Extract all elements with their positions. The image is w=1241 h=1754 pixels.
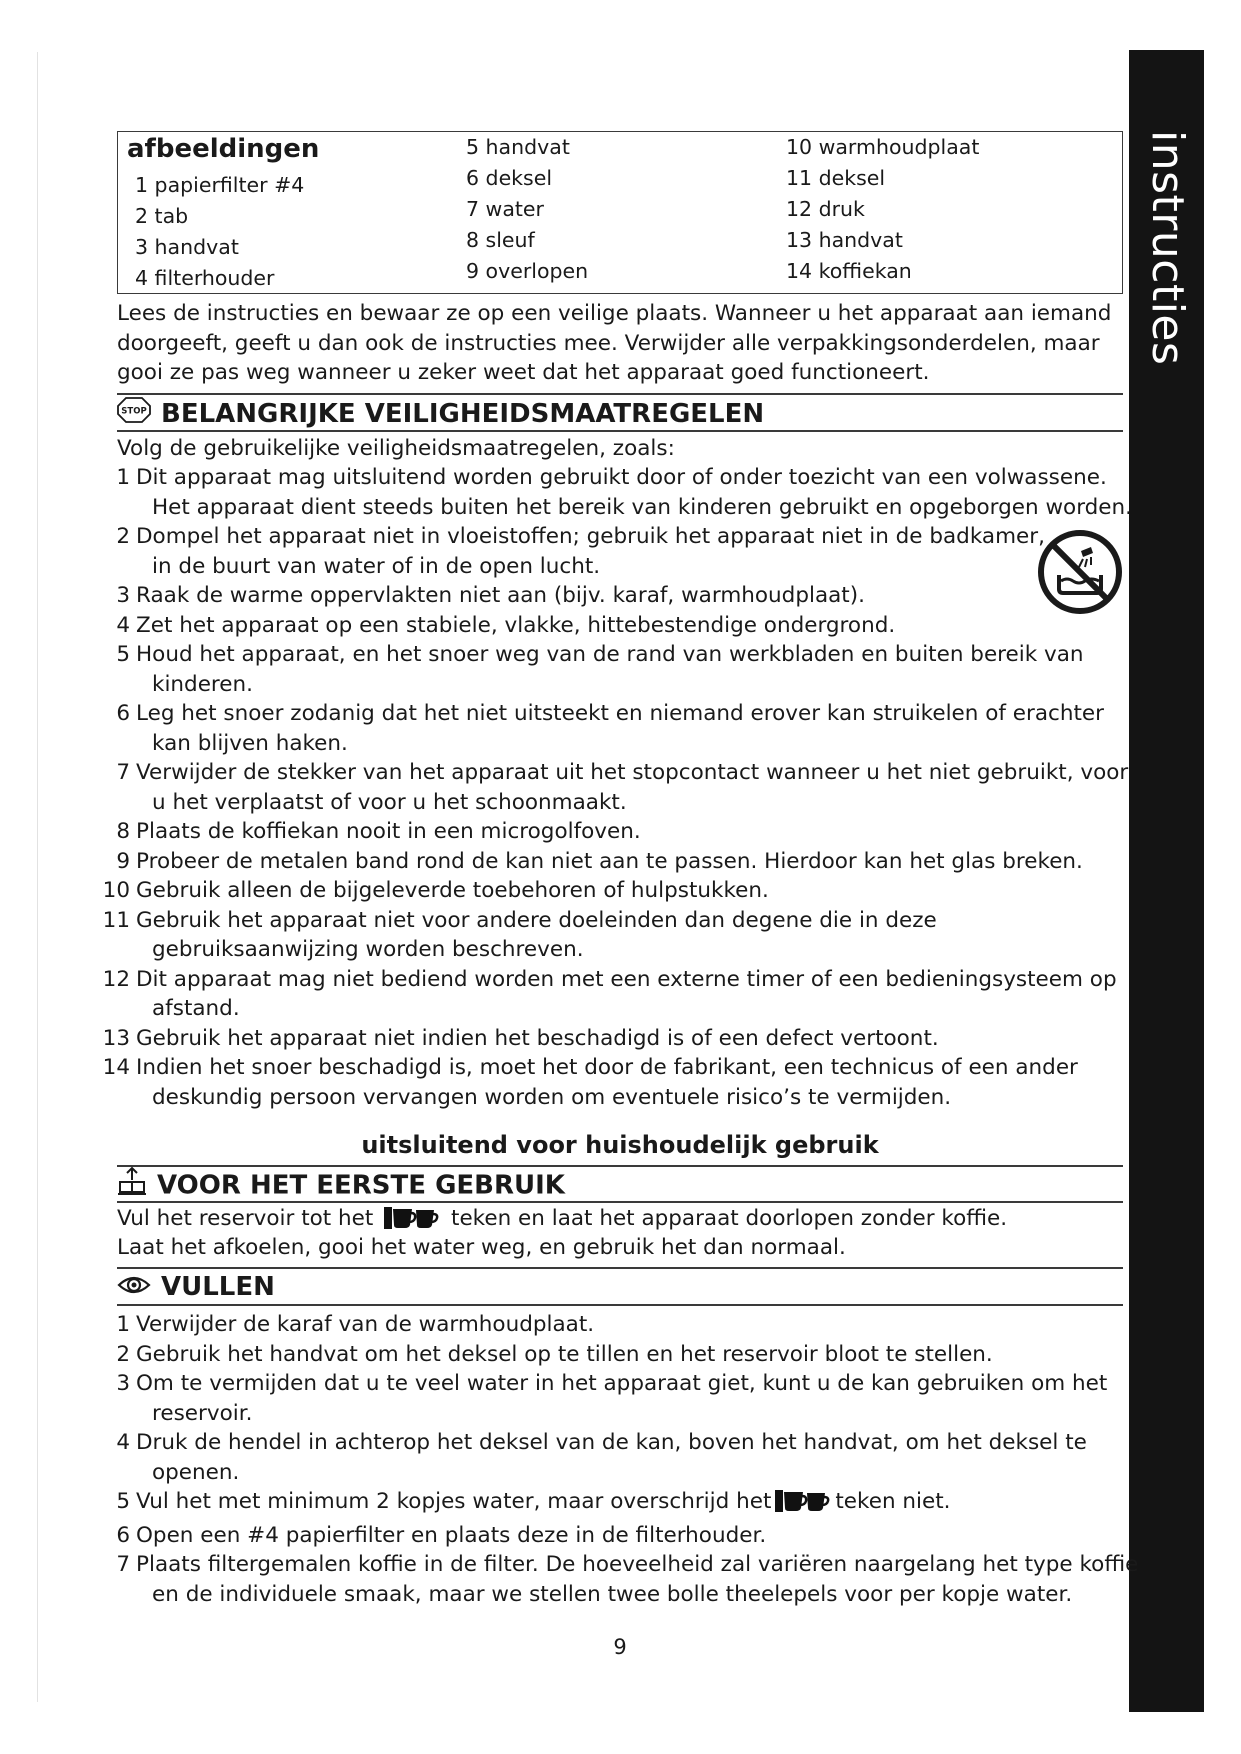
parts-column-2 <box>466 132 588 287</box>
list-item-text: Gebruik het handvat om het deksel op te tillen en het reservoir bloot te stellen. <box>136 1341 993 1367</box>
list-item-number: 2 <box>116 1341 130 1367</box>
part-item: 7 water <box>466 197 544 221</box>
list-item <box>100 758 1132 817</box>
section-rule <box>117 1201 1123 1203</box>
filling-heading <box>117 1269 275 1305</box>
list-item-text <box>136 1487 1138 1521</box>
part-item: 8 sleuf <box>466 228 535 252</box>
list-item <box>100 699 1132 758</box>
parts-title: afbeeldingen <box>127 134 320 164</box>
section-rule <box>117 393 1123 395</box>
list-item-number: 8 <box>116 819 130 844</box>
side-tab-label: instructies <box>1142 130 1193 366</box>
list-item <box>100 965 1132 1024</box>
list-item-number: 1 <box>116 1312 130 1337</box>
list-item <box>100 817 1132 847</box>
list-item-text: Dompel het apparaat niet in vloeistoffen; gebruik het apparaat niet in de badkamer, <box>136 524 1045 549</box>
list-item-number: 3 <box>116 583 130 608</box>
list-item-number: 3 <box>116 1371 130 1396</box>
list-item-number: 12 <box>102 966 130 992</box>
safety-list <box>100 463 1132 1112</box>
page-edge <box>37 52 38 1702</box>
list-item-number: 10 <box>102 878 130 903</box>
eye-icon <box>117 1270 151 1306</box>
list-item <box>100 1550 1138 1609</box>
list-item-text: Zet het apparaat op een stabiele, vlakke, hittebestendige ondergrond. <box>136 612 896 638</box>
list-item-text: u het verplaatst of voor u het schoonmaakt. <box>152 789 627 815</box>
list-item-number: 5 <box>116 1489 130 1514</box>
part-item: 12 druk <box>786 197 865 221</box>
list-item <box>100 1428 1138 1487</box>
first-use-icon <box>117 1166 147 1206</box>
list-item-text: Verwijder de stekker van het apparaat uit het stopcontact wanneer u het niet gebruikt, voor <box>136 760 1129 785</box>
list-item <box>100 463 1132 522</box>
no-immerse-warning-icon <box>1037 529 1123 619</box>
list-item <box>100 611 1132 641</box>
list-item-text: Het apparaat dient steeds buiten het bereik van kinderen gebruikt en opgeborgen worden. <box>152 494 1132 520</box>
list-item-text: Druk de hendel in achterop het deksel van de kan, boven het handvat, om het deksel te <box>136 1430 1087 1455</box>
part-item: 1 papierfilter #4 <box>135 173 305 197</box>
list-item-number: 6 <box>116 1522 130 1548</box>
list-item <box>100 847 1132 877</box>
list-item-text: Verwijder de karaf van de warmhoudplaat. <box>136 1312 595 1337</box>
list-item <box>100 1369 1138 1428</box>
list-item <box>100 1521 1138 1551</box>
list-item <box>100 876 1132 906</box>
list-item <box>100 1053 1132 1112</box>
stop-icon <box>117 397 151 433</box>
list-item <box>100 1340 1138 1370</box>
filling-list <box>100 1310 1138 1609</box>
parts-column-1 <box>135 170 304 294</box>
safety-heading <box>117 396 764 432</box>
list-item-number: 11 <box>102 907 130 933</box>
list-item-text: Om te vermijden dat u te veel water in het apparaat giet, kunt u de kan gebruiken om het <box>136 1371 1108 1396</box>
first-use-line-2: Laat het afkoelen, gooi het water weg, en gebruik het dan normaal. <box>117 1235 846 1260</box>
part-item: 13 handvat <box>786 228 903 252</box>
page-number: 9 <box>613 1635 627 1659</box>
list-item-text: Dit apparaat mag uitsluitend worden gebruikt door of onder toezicht van een volwassene. <box>136 465 1107 490</box>
list-item-text: in de buurt van water of in de open lucht. <box>152 553 601 579</box>
list-item-text: kinderen. <box>152 671 253 697</box>
list-item <box>100 640 1132 699</box>
list-item-text: Probeer de metalen band rond de kan niet aan te passen. Hierdoor kan het glas breken. <box>136 848 1083 874</box>
part-item: 3 handvat <box>135 235 239 259</box>
list-item-number: 5 <box>116 642 130 667</box>
list-item-text: en de individuele smaak, maar we stellen twee bolle theelepels voor per kopje water. <box>152 1581 1073 1607</box>
part-item: 4 filterhouder <box>135 266 275 290</box>
list-item-number: 2 <box>116 524 130 549</box>
first-use-text-after: teken en laat het apparaat doorlopen zonder koffie. <box>451 1206 1008 1231</box>
safety-lead: Volg de gebruikelijke veiligheidsmaatregelen, zoals: <box>117 436 675 461</box>
list-item <box>100 1310 1138 1340</box>
max-cup-mark-icon <box>775 1488 831 1521</box>
list-item-number: 4 <box>116 1430 130 1455</box>
part-item: 10 warmhoudplaat <box>786 135 980 159</box>
list-item-number: 13 <box>102 1025 130 1051</box>
first-use-heading <box>117 1166 565 1202</box>
list-item-text: Gebruik alleen de bijgeleverde toebehoren of hulpstukken. <box>136 878 769 903</box>
list-item-text-after: teken niet. <box>835 1489 951 1514</box>
list-item-text: Plaats filtergemalen koffie in de filter. De hoeveelheid zal variëren naargelang het type koffie <box>136 1552 1139 1577</box>
list-item-text: openen. <box>152 1459 240 1485</box>
list-item-text: Gebruik het apparaat niet indien het beschadigd is of een defect vertoont. <box>136 1025 939 1051</box>
part-item: 2 tab <box>135 204 189 228</box>
parts-column-3 <box>786 132 979 287</box>
first-use-title: VOOR HET EERSTE GEBRUIK <box>157 1170 565 1201</box>
first-use-text-before: Vul het reservoir tot het <box>117 1206 374 1231</box>
list-item-text: Raak de warme oppervlakten niet aan (bijv. karaf, warmhoudplaat). <box>136 583 865 608</box>
list-item-text-before: Vul het met minimum 2 kopjes water, maar overschrijd het <box>136 1489 772 1514</box>
part-item: 6 deksel <box>466 166 553 190</box>
list-item-text: Indien het snoer beschadigd is, moet het door de fabrikant, een technicus of een ander <box>136 1055 1078 1080</box>
section-rule <box>117 1304 1123 1306</box>
list-item-number: 14 <box>102 1055 130 1080</box>
list-item-text: kan blijven haken. <box>152 730 348 756</box>
list-item-text: gebruiksaanwijzing worden beschreven. <box>152 937 584 962</box>
list-item-text: Leg het snoer zodanig dat het niet uitsteekt en niemand erover kan struikelen of erachter <box>136 701 1104 726</box>
list-item-text: Open een #4 papierfilter en plaats deze in de filterhouder. <box>136 1522 767 1548</box>
part-item: 14 koffiekan <box>786 259 912 283</box>
list-item-number: 6 <box>116 701 130 726</box>
section-rule <box>117 430 1123 432</box>
safety-title: BELANGRIJKE VEILIGHEIDSMAATREGELEN <box>161 399 765 429</box>
list-item <box>100 906 1132 965</box>
part-item: 5 handvat <box>466 135 570 159</box>
list-item-text: Dit apparaat mag niet bediend worden met een externe timer of een bedieningsysteem op <box>136 966 1117 992</box>
list-item-number: 9 <box>116 848 130 874</box>
list-item-number: 1 <box>116 465 130 490</box>
list-item-text: Plaats de koffiekan nooit in een microgolfoven. <box>136 819 641 844</box>
list-item-text: reservoir. <box>152 1400 253 1426</box>
list-item <box>100 581 1132 611</box>
list-item <box>100 1487 1138 1521</box>
list-item-text: deskundig persoon vervangen worden om eventuele risico’s te vermijden. <box>152 1084 952 1110</box>
intro-paragraph: Lees de instructies en bewaar ze op een veilige plaats. Wanneer u het apparaat aan iemand doorgeeft, geeft u dan ook de instructies mee. Verwijder alle verpakkingsonderdelen, maar gooi ze pas weg wanneer u zeker weet dat het apparaat goed functioneert. <box>117 301 1112 385</box>
list-item-number: 4 <box>116 612 130 638</box>
list-item-text: Houd het apparaat, en het snoer weg van de rand van werkbladen en buiten bereik van <box>136 642 1084 667</box>
filling-title: VULLEN <box>161 1272 275 1302</box>
list-item-number: 7 <box>116 760 130 785</box>
stop-icon-label: STOP <box>121 406 147 416</box>
part-item: 11 deksel <box>786 166 886 190</box>
part-item: 9 overlopen <box>466 259 589 283</box>
list-item-text: afstand. <box>152 996 240 1021</box>
list-item <box>100 1024 1132 1054</box>
household-use-note: uitsluitend voor huishoudelijk gebruik <box>361 1131 879 1159</box>
list-item-text: Gebruik het apparaat niet voor andere doeleinden dan degene die in deze <box>136 907 937 933</box>
list-item <box>100 522 1132 581</box>
list-item-number: 7 <box>116 1552 130 1577</box>
